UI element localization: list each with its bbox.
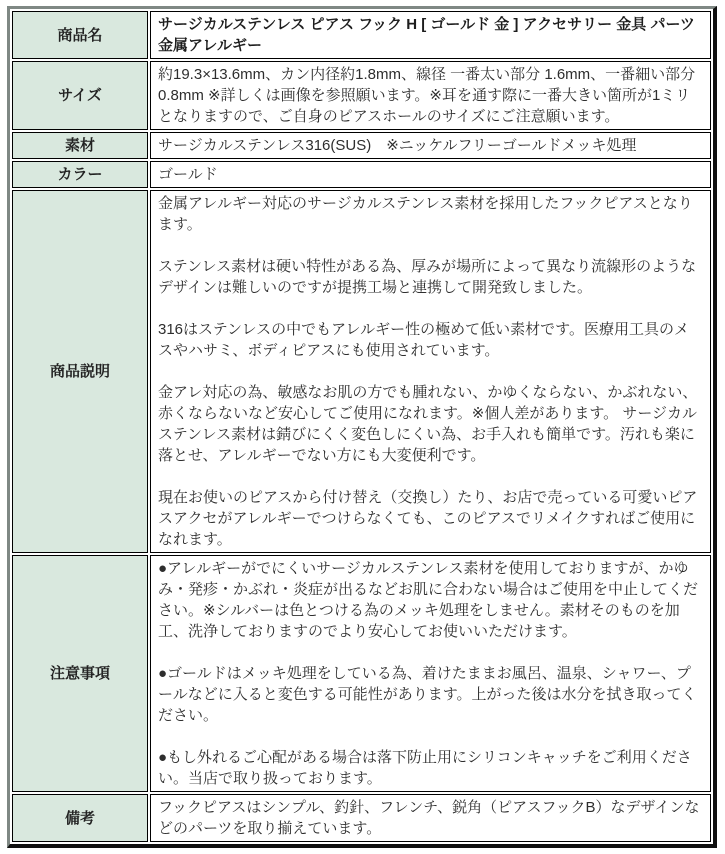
row-label-remarks: 備考 (12, 794, 148, 842)
row-label-precautions: 注意事項 (12, 555, 148, 792)
row-content-size: 約19.3×13.6mm、カン内径約1.8mm、線径 一番太い部分 1.6mm、一番細い部分 0.8mm ※詳しくは画像を参照願います。※耳を通す際に一番大きい箇所が1ミリとなりますので、ご自身のピアスホールのサイズにご注意願います。 (150, 61, 711, 130)
row-label-size: サイズ (12, 61, 148, 130)
table-row-size (12, 61, 711, 130)
row-label-product-name: 商品名 (12, 11, 148, 59)
row-content-material: サージカルステンレス316(SUS) ※ニッケルフリーゴールドメッキ処理 (150, 132, 711, 159)
table-row-material (12, 132, 711, 159)
product-spec-table-body (12, 11, 711, 842)
table-row-description (12, 190, 711, 553)
row-content-product-name: サージカルステンレス ピアス フック H [ ゴールド 金 ] アクセサリー 金具 パーツ 金属アレルギー (150, 11, 711, 59)
table-row-product-name (12, 11, 711, 59)
table-row-color (12, 161, 711, 188)
row-label-color: カラー (12, 161, 148, 188)
row-label-material: 素材 (12, 132, 148, 159)
table-row-precautions (12, 555, 711, 792)
row-content-description: 金属アレルギー対応のサージカルステンレス素材を採用したフックピアスとなります。 ステンレス素材は硬い特性がある為、厚みが場所によって異なり流線形のようなデザインは難しいのですが提携工場と連携して開発致しました。 316はステンレスの中でもアレルギー性の極めて低い素材です。医療用工具のメスやハサミ、ボディピアスにも使用されています。 金アレ対応の為、敏感なお肌の方でも腫れない、かゆくならない、かぶれない、赤くならないなど安心してご使用になれます。※個人差があります。 サージカルステンレス素材は錆びにくく変色しにくい為、お手入れも簡単です。汚れも楽に落とせ、アレルギーでない方にも大変便利です。 現在お使いのピアスから付け替え（交換し）たり、お店で売っている可愛いピアスアクセがアレルギーでつけらなくても、このピアスでリメイクすればご使用になれます。 (150, 190, 711, 553)
table-row-remarks (12, 794, 711, 842)
row-content-remarks: フックピアスはシンプル、釣針、フレンチ、鋭角（ピアスフックB）なデザインなどのパーツを取り揃えています。 (150, 794, 711, 842)
product-spec-table (7, 6, 717, 848)
row-label-description: 商品説明 (12, 190, 148, 553)
row-content-precautions: ●アレルギーがでにくいサージカルステンレス素材を使用しておりますが、かゆみ・発疹・かぶれ・炎症が出るなどお肌に合わない場合はご使用を中止してください。※シルバーは色とつける為のメッキ処理をしません。素材そのものを加工、洗浄しておりますのでより安心してお使いいただけます。 ●ゴールドはメッキ処理をしている為、着けたままお風呂、温泉、シャワー、プールなどに入ると変色する可能性があります。上がった後は水分を拭き取ってください。 ●もし外れるご心配がある場合は落下防止用にシリコンキャッチをご利用ください。当店で取り扱っております。 (150, 555, 711, 792)
row-content-color: ゴールド (150, 161, 711, 188)
